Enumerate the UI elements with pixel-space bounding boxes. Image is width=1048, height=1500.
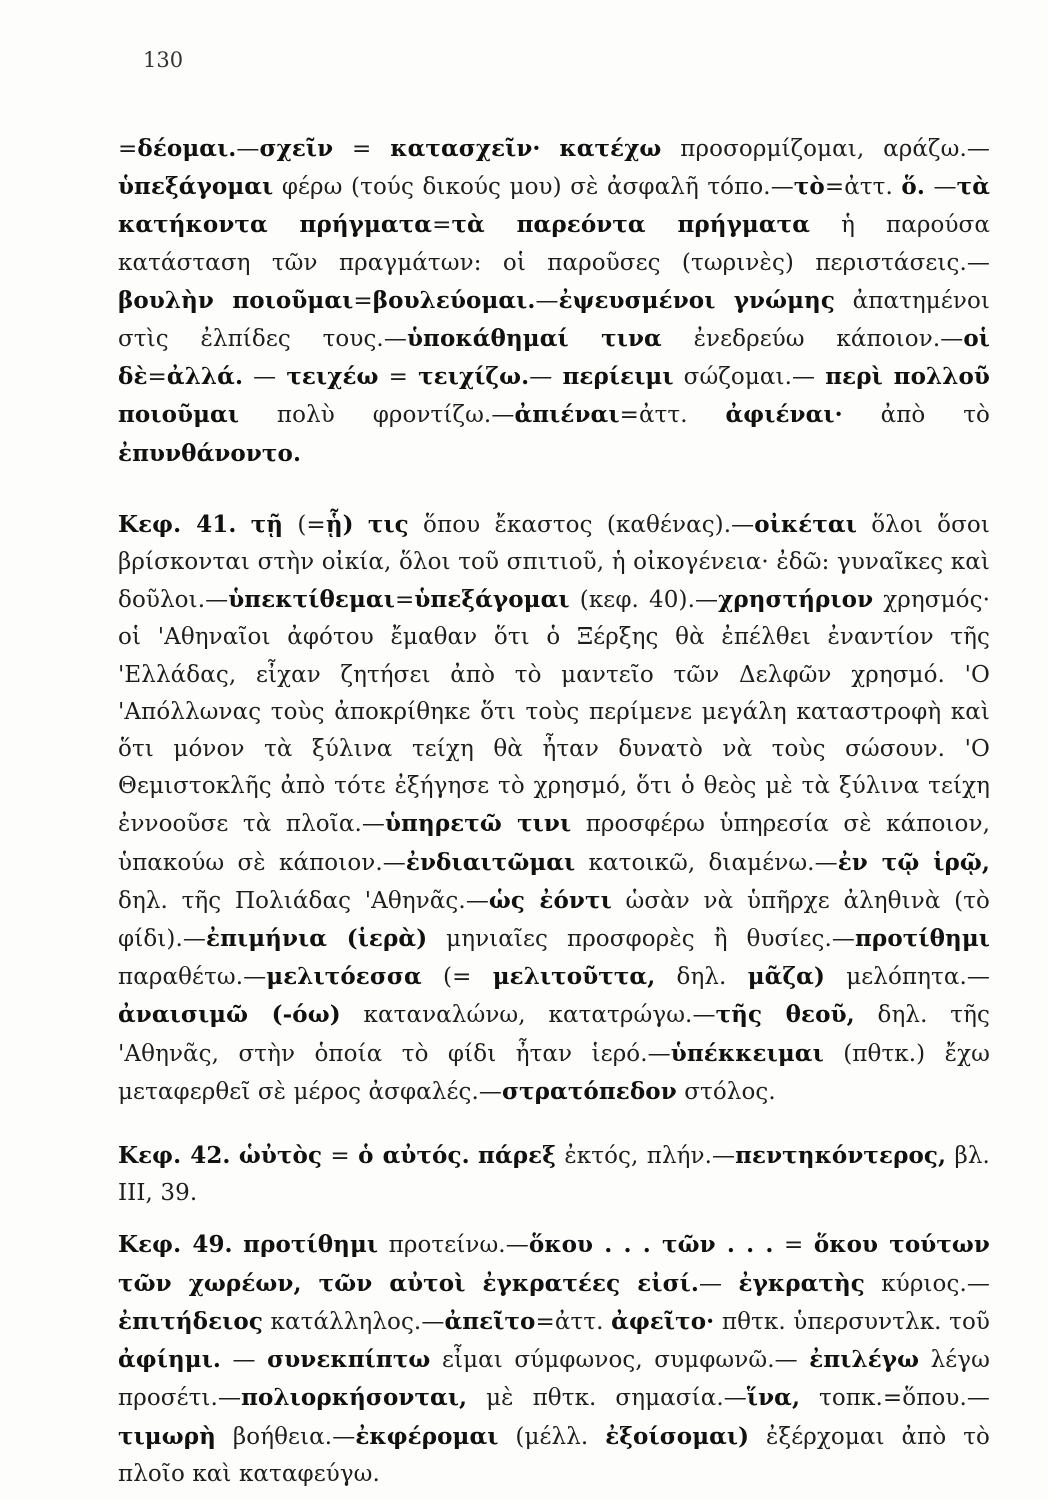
headword: βουλεύομαι.: [372, 286, 536, 314]
headword: πολιορκήσονται,: [241, 1384, 468, 1412]
headword: ἐκφέρομαι: [355, 1422, 499, 1450]
gloss-text: μηνιαῖες προσφορὲς ἢ θυσίες.—: [427, 926, 855, 953]
gloss-text: ἀπὸ τὸ: [842, 402, 990, 429]
gloss-text: —: [699, 1270, 739, 1297]
commentary-text: [118, 130, 990, 1493]
gloss-text: [233, 1232, 243, 1258]
headword: ἀφιέναι·: [725, 401, 843, 429]
gloss-text: (=: [421, 964, 493, 991]
gloss-text: =ἀττ.: [824, 174, 902, 201]
gloss-text: βοήθεια.—: [215, 1423, 356, 1450]
headword: ὑπηρετῶ τινι: [385, 810, 572, 838]
headword: κατασχεῖν·: [390, 135, 541, 162]
headword: ἐπιλέγω: [809, 1346, 920, 1374]
headword: ἐπιμήνια (ἱερὰ): [205, 925, 428, 953]
headword: τειχίζω.: [418, 363, 530, 391]
gloss-text: ἡ παρούσα κατάσταση τῶν πραγμάτων: οἱ παροῦσες (τωρινὲς) περιστάσεις.—: [118, 212, 990, 276]
gloss-text: μελόπητα.—: [824, 964, 990, 991]
gloss-text: =: [773, 1232, 814, 1259]
gloss-text: στόλος.: [676, 1078, 776, 1105]
gloss-text: —: [243, 364, 287, 391]
headword: ὁ αὐτός.: [358, 1142, 470, 1170]
gloss-text: =: [118, 136, 138, 162]
paragraph-chapter-49: [118, 1226, 990, 1492]
headword: ὡς ἐόντι: [488, 886, 612, 914]
headword: περὶ πολλοῦ ποιοῦμαι: [118, 363, 990, 429]
gloss-text: =: [394, 587, 415, 614]
gloss-text: [541, 136, 560, 162]
gloss-text: [236, 512, 250, 538]
paragraph-notes-continued: [118, 130, 990, 473]
headword: τις: [367, 510, 409, 538]
headword: ὡὐτὸς: [238, 1142, 323, 1170]
gloss-text: ἐνεδρεύω κάποιον.—: [661, 326, 964, 353]
headword: ἀπιέναι: [514, 401, 620, 429]
gloss-text: μὲ πθτκ. σημασία.—: [467, 1385, 747, 1412]
headword: ἀναισιμῶ (-όω): [118, 1001, 341, 1029]
gloss-text: =: [147, 364, 167, 391]
gloss-text: πολὺ φροντίζω.—: [239, 402, 515, 429]
headword: ὑπεξάγομαι: [118, 173, 274, 201]
gloss-text: =ἀττ.: [619, 402, 726, 429]
headword: ἐπυνθάνοντο.: [118, 439, 302, 467]
gloss-text: βλ. III, 39.: [118, 1143, 990, 1207]
headword: πεντηκόντερος,: [735, 1142, 947, 1170]
headword: μελιτόεσσα: [266, 963, 422, 991]
headword: οἱ δὲ: [118, 325, 990, 391]
gloss-text: =ἀττ.: [535, 1308, 612, 1335]
gloss-text: σώζομαι.—: [673, 364, 826, 391]
gloss-text: —: [924, 174, 957, 201]
gloss-text: (πθτκ.) ἔχω μεταφερθεῖ σὲ μέρος ἀσφαλές.—: [118, 1040, 990, 1105]
headword: Κεφ. 41.: [118, 510, 237, 538]
headword: τὰ παρεόντα πρήγματα: [451, 211, 811, 239]
gloss-text: πθτκ. ὑπερσυντλκ. τοῦ: [714, 1308, 991, 1335]
gloss-text: δηλ. τῆς 'Αθηνᾶς, στὴν ὁποία τὸ φίδι ἦταν ἱερό.—: [118, 1002, 990, 1067]
headword: προτίθημι: [243, 1231, 379, 1259]
headword: μᾶζα): [747, 963, 825, 991]
headword: δέομαι.: [137, 135, 237, 162]
gloss-text: προσορμίζομαι, αράζω.—: [661, 136, 990, 162]
headword: ὑπεκτίθεμαι: [228, 586, 395, 614]
gloss-text: ὡσὰν νὰ ὑπῆρχε ἀληθινὰ (τὸ φίδι).—: [118, 887, 990, 953]
gloss-text: δηλ.: [655, 964, 748, 991]
gloss-text: —: [236, 136, 260, 162]
headword: στρατόπεδον: [501, 1077, 677, 1105]
gloss-text: =: [353, 287, 373, 314]
paragraph-chapter-42: [118, 1137, 990, 1212]
headword: πάρεξ: [478, 1142, 556, 1170]
headword: ἐνδιαιτῶμαι: [405, 848, 576, 876]
headword: χρηστήριον: [718, 586, 874, 614]
gloss-text: ὅπου ἔκαστος (καθένας).—: [408, 511, 755, 538]
headword: κατέχω: [559, 135, 662, 162]
headword: ἐψευσμένοι γνώμης: [558, 286, 835, 314]
gloss-text: [354, 512, 368, 538]
headword: σχεῖν: [259, 135, 334, 162]
gloss-text: κατοικῶ, διαμένω.—: [575, 849, 838, 876]
gloss-text: εἶμαι σύμφωνος, συμφωνῶ.—: [430, 1347, 810, 1374]
headword: περίειμι: [562, 363, 674, 391]
headword: ἀπεῖτο: [444, 1307, 536, 1335]
headword: τῆς θεοῦ,: [715, 1001, 855, 1029]
headword: προτίθημι: [855, 925, 991, 953]
headword: μελιτοῦττα,: [492, 963, 656, 991]
headword: ὅκου τούτων τῶν χωρέων, τῶν αὐτοὶ ἐγκρατέες εἰσί.: [118, 1231, 990, 1297]
gloss-text: δηλ. τῆς Πολιάδας 'Αθηνᾶς.—: [118, 887, 489, 914]
paragraph-chapter-41: [118, 506, 990, 1111]
headword: ἵνα,: [746, 1384, 801, 1412]
headword: Κεφ. 42.: [118, 1142, 231, 1170]
gloss-text: [231, 1143, 239, 1169]
headword: τὸ: [793, 173, 825, 201]
gloss-text: τοπκ.=ὅπου.—: [800, 1385, 990, 1412]
gloss-text: —: [535, 287, 559, 314]
gloss-text: παραθέτω.—: [118, 964, 267, 991]
gloss-text: κατάλληλος.—: [262, 1308, 445, 1335]
headword: ἀλλά.: [166, 363, 244, 391]
gloss-text: [470, 1143, 478, 1169]
headword: ἐν τῷ ἱρῷ,: [837, 848, 990, 876]
gloss-text: —: [221, 1347, 268, 1374]
headword: ᾗ): [325, 510, 354, 538]
headword: ὅκου . . . τῶν . . .: [528, 1231, 774, 1259]
headword: ἐξοίσομαι): [605, 1422, 750, 1450]
gloss-text: (κεφ. 40).—: [569, 587, 719, 614]
gloss-text: —: [529, 364, 563, 391]
gloss-text: ἐξέρχομαι ἀπὸ τὸ πλοῖο καὶ καταφεύγω.: [118, 1423, 990, 1487]
headword: βουλὴν ποιοῦμαι: [118, 286, 354, 314]
headword: ὑπεξάγομαι: [414, 586, 570, 614]
page-number: 130: [143, 48, 184, 72]
headword: τιμωρὴ: [118, 1422, 216, 1450]
headword: ὑποκάθημαί τινα: [406, 325, 662, 353]
gloss-text: φέρω (τούς δικούς μου) σὲ ἀσφαλῆ τόπο.—: [273, 174, 794, 201]
gloss-text: προσφέρω ὑπηρεσία σὲ κάποιον, ὑπακούω σὲ κάποιον.—: [118, 811, 990, 876]
gloss-text: κύριος.—: [864, 1270, 990, 1297]
gloss-text: καταναλώνω, κατατρώγω.—: [340, 1002, 716, 1029]
gloss-text: =: [333, 136, 391, 162]
headword: ἀφεῖτο·: [611, 1307, 715, 1335]
gloss-text: χρησμός· οἱ 'Αθηναῖοι ἀφότου ἔμαθαν ὅτι ὁ Ξέρξης θὰ ἐπέλθει ἐναντίον τῆς 'Ελλάδας, εἶχαν ζητήσει ἀπὸ τὸ μαντεῖο τῶν Δελφῶν χρησμό. 'Ο 'Απόλλωνας τοὺς ἀποκρίθηκε ὅτι τοὺς περίμενε μεγάλη καταστροφὴ καὶ ὅτι μόνον τὰ ξύλινα τείχη θὰ ἦταν δυνατὸ νὰ τοὺς σώσουν. 'Ο Θεμιστοκλῆς ἀπὸ τότε ἐξήγησε τὸ χρησμό, ὅτι ὁ θεὸς μὲ τὰ ξύλινα τείχη ἐννοοῦσε τὰ πλοῖα.—: [118, 587, 990, 838]
gloss-text: (μέλλ.: [498, 1423, 606, 1450]
gloss-text: =: [378, 364, 419, 391]
headword: οἰκέται: [754, 510, 857, 538]
gloss-text: (=: [283, 511, 326, 538]
gloss-text: λέγω προσέτι.—: [118, 1347, 990, 1412]
gloss-text: ἀπατημένοι στὶς ἐλπίδες τους.—: [118, 287, 991, 353]
gloss-text: ἐκτός, πλήν.—: [555, 1143, 736, 1170]
headword: τειχέω: [286, 363, 379, 391]
headword: τῇ: [250, 510, 284, 538]
gloss-text: ὅλοι ὅσοι βρίσκονται στὴν οἰκία, ὅλοι τοῦ σπιτιοῦ, ἡ οἰκογένεια· ἐδῶ: γυναῖκες καὶ δοῦλοι.—: [118, 511, 990, 614]
headword: συνεκπίπτω: [267, 1346, 431, 1374]
gloss-text: προτείνω.—: [378, 1232, 529, 1259]
headword: ὅ.: [901, 173, 925, 201]
headword: ἐπιτήδειος: [118, 1307, 263, 1335]
headword: ἀφίημι.: [118, 1346, 222, 1374]
headword: ὑπέκκειμαι: [670, 1039, 824, 1067]
headword: τὰ κατήκοντα πρήγματα: [118, 173, 990, 239]
gloss-text: =: [322, 1143, 359, 1170]
headword: ἐγκρατὴς: [738, 1269, 865, 1297]
headword: Κεφ. 49.: [118, 1231, 233, 1259]
gloss-text: =: [432, 212, 452, 239]
